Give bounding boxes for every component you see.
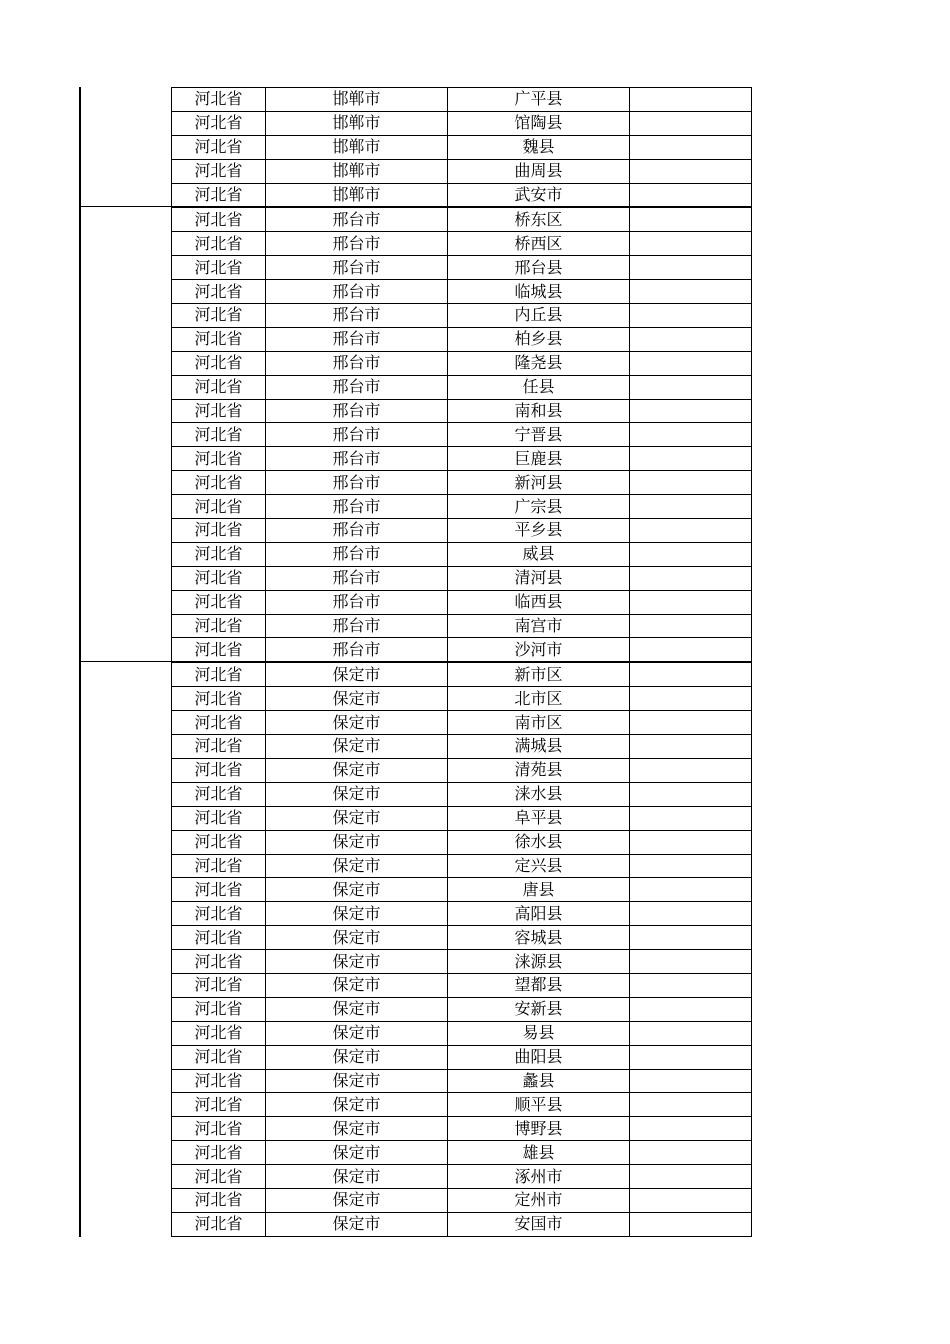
extra-cell (630, 447, 752, 471)
table-row (172, 997, 752, 1021)
county-cell: 平乡县 (448, 519, 630, 543)
table-row (172, 232, 752, 256)
city-cell: 邢台市 (266, 399, 448, 423)
city-cell: 邯郸市 (266, 111, 448, 135)
table-row (172, 926, 752, 950)
county-cell: 新市区 (448, 662, 630, 686)
province-cell: 河北省 (172, 304, 266, 328)
county-cell: 武安市 (448, 183, 630, 207)
province-cell: 河北省 (172, 758, 266, 782)
table-row (172, 135, 752, 159)
table-row (172, 1212, 752, 1236)
county-cell: 南市区 (448, 711, 630, 735)
table-row (172, 351, 752, 375)
city-cell: 邢台市 (266, 256, 448, 280)
city-cell: 保定市 (266, 735, 448, 759)
table-row (172, 973, 752, 997)
region-table-body (172, 88, 752, 1237)
county-cell: 巨鹿县 (448, 447, 630, 471)
table-row (172, 782, 752, 806)
city-cell: 保定市 (266, 878, 448, 902)
county-cell: 定州市 (448, 1188, 630, 1212)
extra-cell (630, 1188, 752, 1212)
city-cell: 邢台市 (266, 327, 448, 351)
county-cell: 博野县 (448, 1117, 630, 1141)
city-cell: 保定市 (266, 926, 448, 950)
province-cell: 河北省 (172, 1212, 266, 1236)
province-cell: 河北省 (172, 135, 266, 159)
province-cell: 河北省 (172, 1188, 266, 1212)
province-cell: 河北省 (172, 207, 266, 231)
county-cell: 隆尧县 (448, 351, 630, 375)
extra-cell (630, 1117, 752, 1141)
extra-cell (630, 806, 752, 830)
city-cell: 邢台市 (266, 232, 448, 256)
extra-cell (630, 207, 752, 231)
province-cell: 河北省 (172, 1069, 266, 1093)
province-cell: 河北省 (172, 782, 266, 806)
county-cell: 定兴县 (448, 854, 630, 878)
table-row (172, 304, 752, 328)
province-cell: 河北省 (172, 973, 266, 997)
province-cell: 河北省 (172, 830, 266, 854)
county-cell: 新河县 (448, 471, 630, 495)
extra-cell (630, 662, 752, 686)
extra-cell (630, 566, 752, 590)
province-cell: 河北省 (172, 1021, 266, 1045)
county-cell: 魏县 (448, 135, 630, 159)
county-cell: 涞水县 (448, 782, 630, 806)
county-cell: 曲周县 (448, 159, 630, 183)
table-row (172, 711, 752, 735)
city-cell: 邢台市 (266, 375, 448, 399)
city-cell: 保定市 (266, 1021, 448, 1045)
group-divider-2 (79, 661, 172, 662)
province-cell: 河北省 (172, 375, 266, 399)
table-row (172, 1165, 752, 1189)
extra-cell (630, 758, 752, 782)
city-cell: 保定市 (266, 711, 448, 735)
extra-cell (630, 471, 752, 495)
table-row (172, 566, 752, 590)
city-cell: 邢台市 (266, 590, 448, 614)
table-row (172, 662, 752, 686)
city-cell: 邢台市 (266, 280, 448, 304)
county-cell: 临城县 (448, 280, 630, 304)
table-row (172, 854, 752, 878)
table-row (172, 207, 752, 231)
extra-cell (630, 135, 752, 159)
region-table (171, 87, 752, 1237)
county-cell: 宁晋县 (448, 423, 630, 447)
province-cell: 河北省 (172, 88, 266, 112)
city-cell: 邢台市 (266, 207, 448, 231)
province-cell: 河北省 (172, 111, 266, 135)
city-cell: 保定市 (266, 806, 448, 830)
county-cell: 北市区 (448, 687, 630, 711)
table-row (172, 1021, 752, 1045)
extra-cell (630, 973, 752, 997)
province-cell: 河北省 (172, 590, 266, 614)
city-cell: 保定市 (266, 1188, 448, 1212)
province-cell: 河北省 (172, 351, 266, 375)
province-cell: 河北省 (172, 614, 266, 638)
county-cell: 易县 (448, 1021, 630, 1045)
city-cell: 邢台市 (266, 495, 448, 519)
city-cell: 邢台市 (266, 304, 448, 328)
table-row (172, 447, 752, 471)
province-cell: 河北省 (172, 806, 266, 830)
province-cell: 河北省 (172, 1165, 266, 1189)
city-cell: 邢台市 (266, 471, 448, 495)
extra-cell (630, 950, 752, 974)
extra-cell (630, 902, 752, 926)
city-cell: 邯郸市 (266, 159, 448, 183)
table-row (172, 902, 752, 926)
extra-cell (630, 878, 752, 902)
city-cell: 保定市 (266, 1117, 448, 1141)
county-cell: 安新县 (448, 997, 630, 1021)
city-cell: 邯郸市 (266, 183, 448, 207)
county-cell: 南和县 (448, 399, 630, 423)
county-cell: 高阳县 (448, 902, 630, 926)
extra-cell (630, 735, 752, 759)
extra-cell (630, 926, 752, 950)
county-cell: 满城县 (448, 735, 630, 759)
extra-cell (630, 375, 752, 399)
county-cell: 徐水县 (448, 830, 630, 854)
county-cell: 柏乡县 (448, 327, 630, 351)
province-cell: 河北省 (172, 638, 266, 662)
city-cell: 保定市 (266, 758, 448, 782)
table-row (172, 1093, 752, 1117)
table-row (172, 256, 752, 280)
city-cell: 邯郸市 (266, 135, 448, 159)
province-cell: 河北省 (172, 495, 266, 519)
extra-cell (630, 1045, 752, 1069)
province-cell: 河北省 (172, 902, 266, 926)
extra-cell (630, 1069, 752, 1093)
province-cell: 河北省 (172, 566, 266, 590)
province-cell: 河北省 (172, 232, 266, 256)
province-cell: 河北省 (172, 1117, 266, 1141)
city-cell: 邢台市 (266, 614, 448, 638)
county-cell: 涞源县 (448, 950, 630, 974)
table-row (172, 1045, 752, 1069)
county-cell: 内丘县 (448, 304, 630, 328)
table-row (172, 495, 752, 519)
extra-cell (630, 638, 752, 662)
city-cell: 保定市 (266, 854, 448, 878)
county-cell: 南宫市 (448, 614, 630, 638)
county-cell: 邢台县 (448, 256, 630, 280)
county-cell: 广宗县 (448, 495, 630, 519)
province-cell: 河北省 (172, 183, 266, 207)
extra-cell (630, 997, 752, 1021)
province-cell: 河北省 (172, 423, 266, 447)
province-cell: 河北省 (172, 662, 266, 686)
city-cell: 保定市 (266, 902, 448, 926)
county-cell: 唐县 (448, 878, 630, 902)
table-row (172, 758, 752, 782)
table-row (172, 806, 752, 830)
province-cell: 河北省 (172, 280, 266, 304)
extra-cell (630, 590, 752, 614)
extra-cell (630, 327, 752, 351)
city-cell: 保定市 (266, 662, 448, 686)
extra-cell (630, 687, 752, 711)
extra-cell (630, 1021, 752, 1045)
extra-cell (630, 351, 752, 375)
extra-cell (630, 830, 752, 854)
city-cell: 保定市 (266, 1045, 448, 1069)
table-row (172, 542, 752, 566)
table-row (172, 399, 752, 423)
county-cell: 清河县 (448, 566, 630, 590)
extra-cell (630, 256, 752, 280)
extra-cell (630, 280, 752, 304)
city-cell: 保定市 (266, 1093, 448, 1117)
county-cell: 广平县 (448, 88, 630, 112)
county-cell: 望都县 (448, 973, 630, 997)
city-cell: 保定市 (266, 950, 448, 974)
extra-cell (630, 88, 752, 112)
city-cell: 保定市 (266, 973, 448, 997)
province-cell: 河北省 (172, 399, 266, 423)
county-cell: 临西县 (448, 590, 630, 614)
extra-cell (630, 854, 752, 878)
table-row (172, 111, 752, 135)
extra-cell (630, 183, 752, 207)
table-row (172, 735, 752, 759)
extra-cell (630, 232, 752, 256)
extra-cell (630, 519, 752, 543)
county-cell: 桥东区 (448, 207, 630, 231)
county-cell: 顺平县 (448, 1093, 630, 1117)
province-cell: 河北省 (172, 519, 266, 543)
group-divider-1 (79, 206, 172, 207)
city-cell: 保定市 (266, 1212, 448, 1236)
table-row (172, 183, 752, 207)
extra-cell (630, 614, 752, 638)
table-row (172, 471, 752, 495)
extra-cell (630, 159, 752, 183)
county-cell: 清苑县 (448, 758, 630, 782)
city-cell: 邢台市 (266, 447, 448, 471)
province-cell: 河北省 (172, 878, 266, 902)
province-cell: 河北省 (172, 159, 266, 183)
table-row (172, 327, 752, 351)
province-cell: 河北省 (172, 471, 266, 495)
table-row (172, 280, 752, 304)
table-row (172, 519, 752, 543)
city-cell: 邢台市 (266, 351, 448, 375)
county-cell: 蠡县 (448, 1069, 630, 1093)
table-row (172, 88, 752, 112)
table-row (172, 878, 752, 902)
province-cell: 河北省 (172, 711, 266, 735)
city-cell: 保定市 (266, 1141, 448, 1165)
left-column-border (79, 87, 81, 1237)
city-cell: 邯郸市 (266, 88, 448, 112)
city-cell: 保定市 (266, 830, 448, 854)
county-cell: 桥西区 (448, 232, 630, 256)
province-cell: 河北省 (172, 735, 266, 759)
table-row (172, 1188, 752, 1212)
table-row (172, 1141, 752, 1165)
table-row (172, 638, 752, 662)
county-cell: 馆陶县 (448, 111, 630, 135)
county-cell: 安国市 (448, 1212, 630, 1236)
province-cell: 河北省 (172, 950, 266, 974)
county-cell: 任县 (448, 375, 630, 399)
extra-cell (630, 1093, 752, 1117)
county-cell: 容城县 (448, 926, 630, 950)
province-cell: 河北省 (172, 327, 266, 351)
county-cell: 涿州市 (448, 1165, 630, 1189)
extra-cell (630, 1165, 752, 1189)
city-cell: 保定市 (266, 997, 448, 1021)
table-row (172, 687, 752, 711)
extra-cell (630, 542, 752, 566)
extra-cell (630, 423, 752, 447)
province-cell: 河北省 (172, 1141, 266, 1165)
province-cell: 河北省 (172, 542, 266, 566)
table-row (172, 1069, 752, 1093)
county-cell: 曲阳县 (448, 1045, 630, 1069)
province-cell: 河北省 (172, 854, 266, 878)
extra-cell (630, 1141, 752, 1165)
city-cell: 保定市 (266, 1165, 448, 1189)
county-cell: 阜平县 (448, 806, 630, 830)
province-cell: 河北省 (172, 687, 266, 711)
table-row (172, 423, 752, 447)
city-cell: 保定市 (266, 687, 448, 711)
province-cell: 河北省 (172, 256, 266, 280)
extra-cell (630, 782, 752, 806)
city-cell: 邢台市 (266, 423, 448, 447)
province-cell: 河北省 (172, 447, 266, 471)
city-cell: 邢台市 (266, 542, 448, 566)
table-row (172, 950, 752, 974)
extra-cell (630, 1212, 752, 1236)
county-cell: 雄县 (448, 1141, 630, 1165)
city-cell: 保定市 (266, 782, 448, 806)
extra-cell (630, 304, 752, 328)
city-cell: 邢台市 (266, 638, 448, 662)
province-cell: 河北省 (172, 926, 266, 950)
province-cell: 河北省 (172, 997, 266, 1021)
extra-cell (630, 399, 752, 423)
extra-cell (630, 111, 752, 135)
table-row (172, 375, 752, 399)
province-cell: 河北省 (172, 1045, 266, 1069)
extra-cell (630, 495, 752, 519)
city-cell: 邢台市 (266, 519, 448, 543)
table-row (172, 1117, 752, 1141)
province-cell: 河北省 (172, 1093, 266, 1117)
county-cell: 沙河市 (448, 638, 630, 662)
county-cell: 威县 (448, 542, 630, 566)
table-row (172, 830, 752, 854)
table-row (172, 159, 752, 183)
extra-cell (630, 711, 752, 735)
table-row (172, 590, 752, 614)
table-row (172, 614, 752, 638)
city-cell: 邢台市 (266, 566, 448, 590)
city-cell: 保定市 (266, 1069, 448, 1093)
